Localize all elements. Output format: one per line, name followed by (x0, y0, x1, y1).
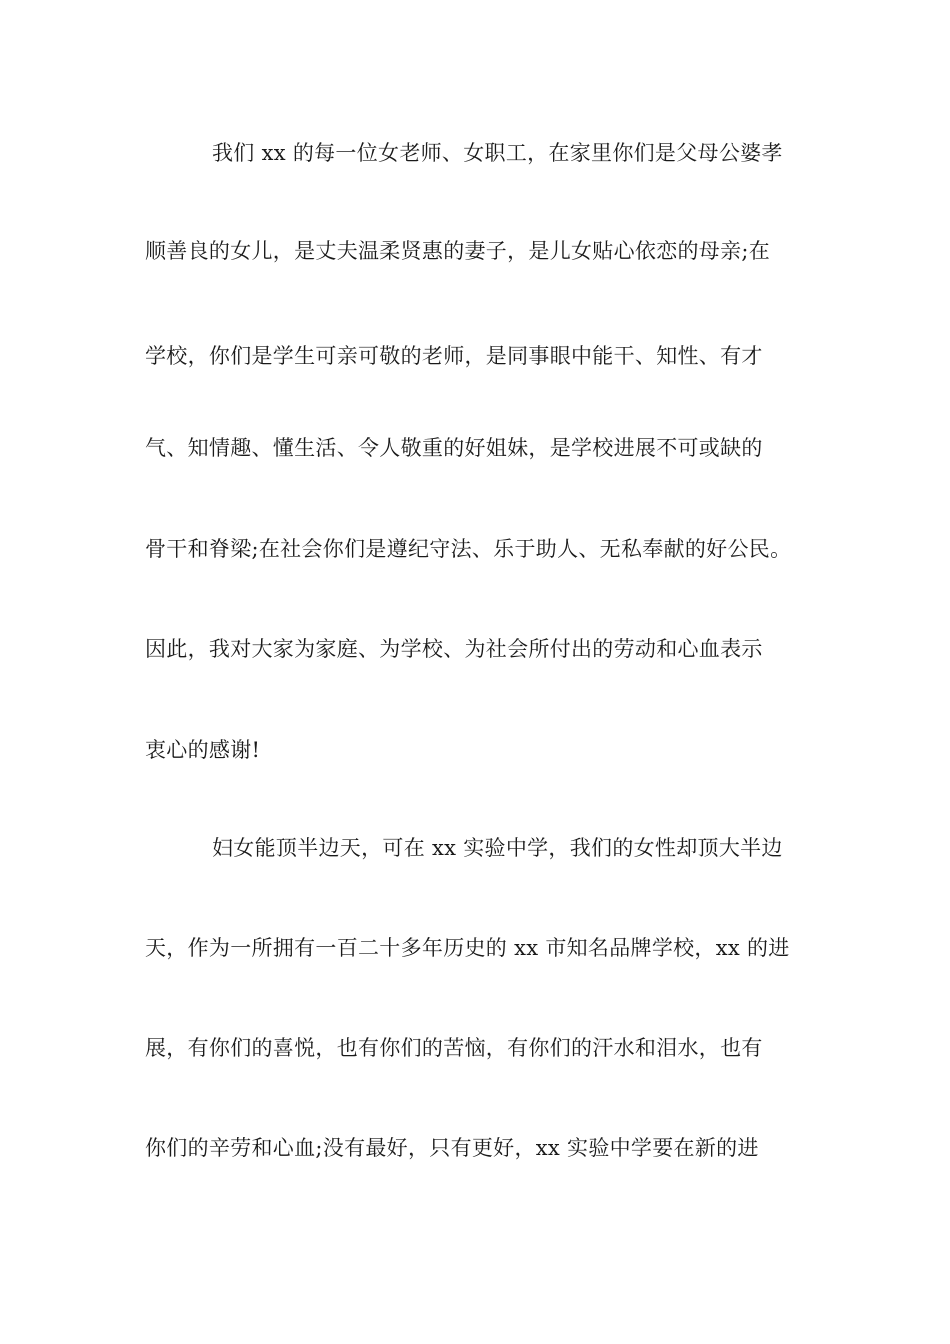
paragraph-2-line-3: 展，有你们的喜悦，也有你们的苦恼，有你们的汗水和泪水，也有 (145, 1036, 763, 1060)
paragraph-1-line-1: 我们 xx 的每一位女老师、女职工，在家里你们是父母公婆孝 (212, 141, 783, 165)
paragraph-1-line-5: 骨干和脊梁;在社会你们是遵纪守法、乐于助人、无私奉献的好公民。 (145, 537, 792, 561)
paragraph-1-line-3: 学校，你们是学生可亲可敬的老师，是同事眼中能干、知性、有才 (145, 344, 763, 368)
paragraph-2-line-2: 天，作为一所拥有一百二十多年历史的 xx 市知名品牌学校，xx 的进 (145, 936, 790, 960)
paragraph-2-line-4: 你们的辛劳和心血;没有最好，只有更好，xx 实验中学要在新的进 (145, 1136, 759, 1160)
paragraph-1-line-2: 顺善良的女儿，是丈夫温柔贤惠的妻子，是儿女贴心依恋的母亲;在 (145, 239, 771, 263)
paragraph-1-line-6: 因此，我对大家为家庭、为学校、为社会所付出的劳动和心血表示 (145, 637, 763, 661)
paragraph-1-line-4: 气、知情趣、懂生活、令人敬重的好姐妹，是学校进展不可或缺的 (145, 436, 763, 460)
paragraph-1-line-7: 衷心的感谢! (145, 738, 261, 762)
paragraph-2-line-1: 妇女能顶半边天，可在 xx 实验中学，我们的女性却顶大半边 (212, 836, 783, 860)
